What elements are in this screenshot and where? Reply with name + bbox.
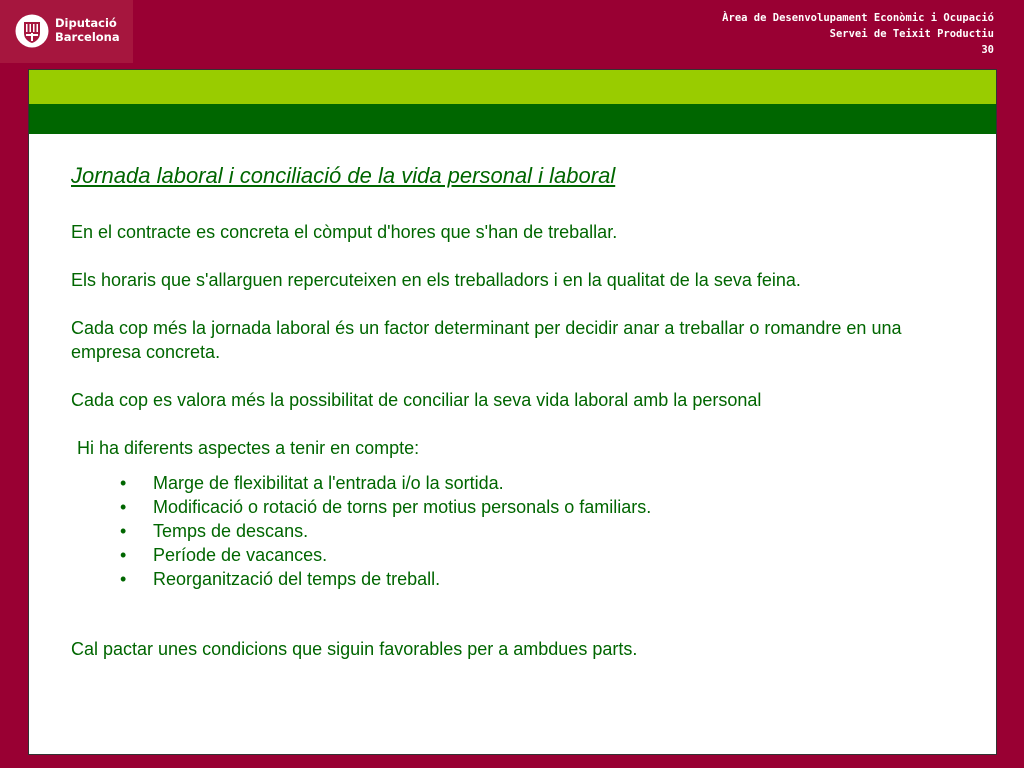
slide-panel bbox=[28, 69, 997, 755]
bullet-icon: • bbox=[120, 545, 127, 565]
list-item-text: Reorganització del temps de treball. bbox=[153, 569, 441, 589]
diputacio-shield-icon bbox=[15, 14, 49, 48]
list-item bbox=[71, 567, 971, 591]
aspects-list bbox=[71, 471, 971, 591]
paragraph-contract-hours: En el contracte es concreta el còmput d'hores que s'han de treballar. bbox=[71, 222, 618, 242]
list-item-text: Període de vacances. bbox=[153, 545, 328, 565]
logo-line1: Diputació bbox=[55, 16, 117, 30]
list-item bbox=[71, 471, 971, 495]
closing-statement: Cal pactar unes condicions que siguin favorables per a ambdues parts. bbox=[71, 639, 638, 659]
logo-text bbox=[55, 16, 120, 44]
list-item bbox=[71, 495, 971, 519]
paragraph-conciliation: Cada cop es valora més la possibilitat de conciliar la seva vida laboral amb la personal bbox=[71, 390, 762, 410]
aspects-intro: Hi ha diferents aspectes a tenir en compte: bbox=[77, 438, 420, 458]
service-name: Servei de Teixit Productiu bbox=[829, 28, 994, 40]
logo-line2: Barcelona bbox=[55, 30, 120, 44]
list-item bbox=[71, 543, 971, 567]
slide-title: Jornada laboral i conciliació de la vida personal i laboral bbox=[71, 163, 616, 188]
bullet-icon: • bbox=[120, 497, 127, 517]
bullet-icon: • bbox=[120, 569, 127, 589]
page-number: 30 bbox=[981, 44, 994, 56]
logo bbox=[0, 0, 133, 63]
light-green-bar bbox=[29, 70, 996, 104]
bullet-icon: • bbox=[120, 473, 127, 493]
list-item-text: Modificació o rotació de torns per motius personals o familiars. bbox=[153, 497, 652, 517]
list-item-text: Marge de flexibilitat a l'entrada i/o la sortida. bbox=[153, 473, 504, 493]
department-header bbox=[722, 10, 994, 58]
paragraph-long-hours: Els horaris que s'allarguen repercuteixen en els treballadors i en la qualitat de la seva feina. bbox=[71, 270, 801, 290]
list-item-text: Temps de descans. bbox=[153, 521, 309, 541]
paragraph-determining-factor: Cada cop més la jornada laboral és un factor determinant per decidir anar a treballar o romandre en una empresa concreta. bbox=[71, 318, 902, 362]
dark-green-bar bbox=[29, 104, 996, 134]
bullet-icon: • bbox=[120, 521, 127, 541]
list-item bbox=[71, 519, 971, 543]
slide-content bbox=[71, 162, 971, 661]
area-name: Àrea de Desenvolupament Econòmic i Ocupació bbox=[722, 12, 994, 24]
